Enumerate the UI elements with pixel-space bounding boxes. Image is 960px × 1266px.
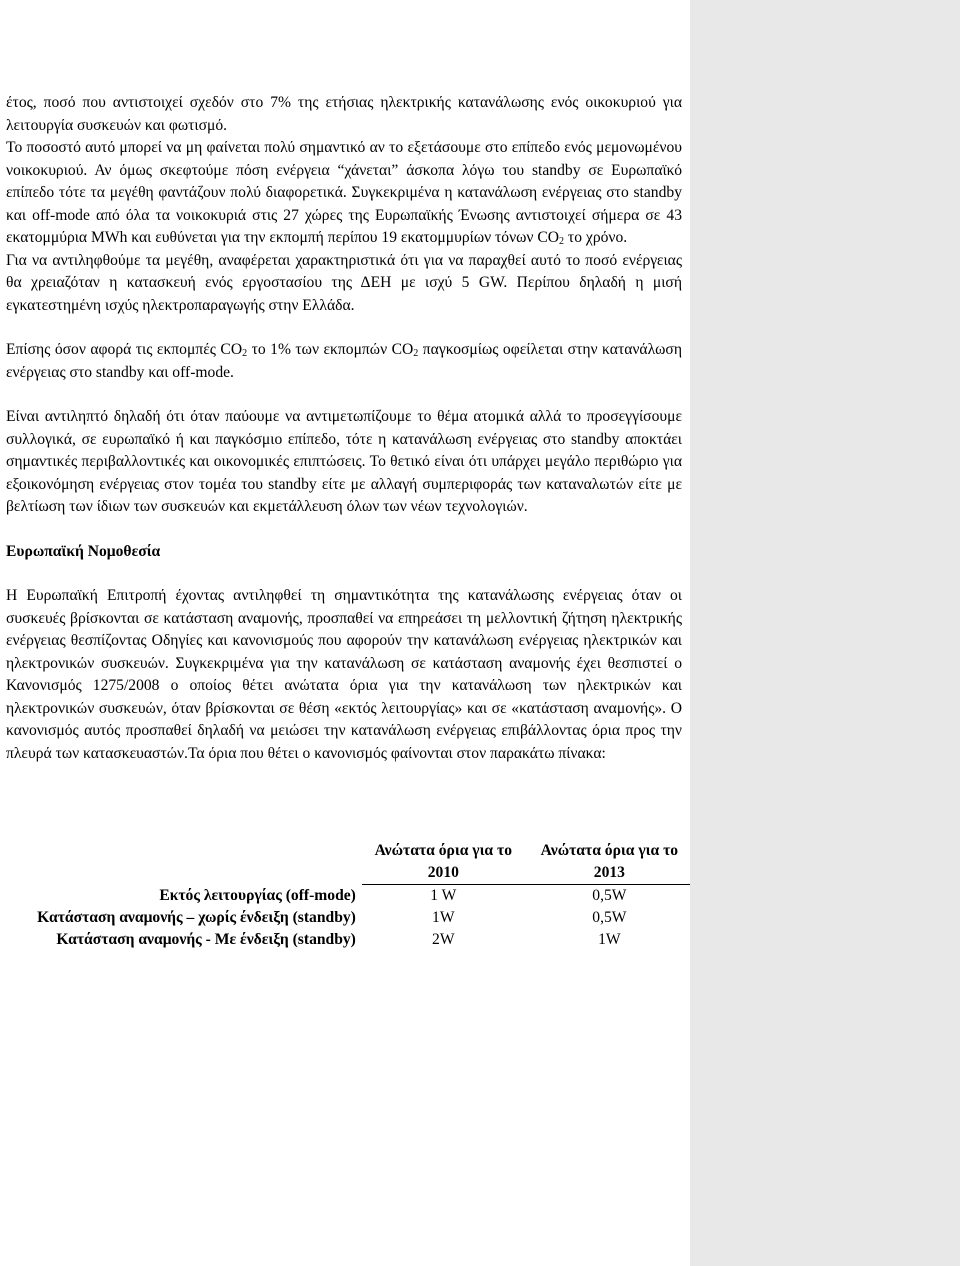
header-2013: Ανώτατα όρια για το 2013 xyxy=(525,840,694,885)
cell-2010: 2W xyxy=(432,931,455,948)
standby-limits-table xyxy=(34,840,694,951)
cell-2013: 0,5W xyxy=(592,887,627,904)
paragraph-4: Επίσης όσον αφορά τις εκπομπές $CO_2$ το 1% των εκπομπών $CO_2$ παγκοσμίως οφείλεται στην κατανάλωση ενέργειας στο standby και off-mode. xyxy=(6,341,682,381)
row-label: Κατάσταση αναμονής – χωρίς ένδειξη (standby) xyxy=(37,909,356,926)
paragraph-3: Για να αντιληφθούμε τα μεγέθη, αναφέρεται χαρακτηριστικά ότι για να παραχθεί αυτό το ποσό ενέργειας θα χρειαζόταν η κατασκευή ενός εργοστασίου της ΔΕΗ με ισχύ 5 GW. Περίπου δηλαδή η μισή εγκατεστημένη ισχύς ηλεκτροπαραγωγής στην Ελλάδα. xyxy=(6,251,682,314)
cell-2010: 1W xyxy=(432,909,455,926)
document-text xyxy=(6,92,682,765)
header-2010: Ανώτατα όρια για το 2010 xyxy=(362,840,525,885)
paragraph-5: Είναι αντιληπτό δηλαδή ότι όταν παύουμε να αντιμετωπίζουμε το θέμα ατομικά αλλά το προσεγγίσουμε συλλογικά, σε ευρωπαϊκό ή και παγκόσμιο επίπεδο, τότε η κατανάλωση ενέργειας στο standby αποκτάει σημαντικές περιβαλλοντικές και οικονομικές επιπτώσεις. Το θετικό είναι ότι υπάρχει μεγάλο περιθώριο για εξοικονόμηση ενέργειας στον τομέα του standby είτε με αλλαγή συμπεριφοράς των καταναλωτών είτε με βελτίωση των ίδιων των συσκευών και εκμετάλλευση όλων των νέων τεχνολογιών. xyxy=(6,408,682,515)
table-row xyxy=(34,929,694,951)
cell-2010: 1 W xyxy=(430,887,457,904)
table-row xyxy=(34,885,694,908)
table-row xyxy=(34,907,694,929)
paragraph-1: έτος, ποσό που αντιστοιχεί σχεδόν στο 7% της ετήσιας ηλεκτρικής κατανάλωσης ενός οικοκυριού για λειτουργία συσκευών και φωτισμό. xyxy=(6,94,682,134)
cell-2013: 0,5W xyxy=(592,909,627,926)
paragraph-2: Το ποσοστό αυτό μπορεί να μη φαίνεται πολύ σημαντικό αν το εξετάσουμε στο επίπεδο ενός μεμονωμένου νοικοκυριού. Αν όμως σκεφτούμε πόση ενέργεια “χάνεται” άσκοπα λόγω του standby σε Ευρωπαϊκό επίπεδο τότε τα μεγέθη φαντάζουν πολύ διαφορετικά. Συγκεκριμένα η κατανάλωση ενέργειας στο standby και off-mode από όλα τα νοικοκυριά στις 27 χώρες της Ευρωπαϊκής Ένωσης αντιστοιχεί σήμερα σε 43 εκατομμύρια MWh και ευθύνεται για την εκπομπή περίπου 19 εκατομμυρίων τόνων $CO_2$ το χρόνο. xyxy=(6,139,682,247)
paragraph-6: Η Ευρωπαϊκή Επιτροπή έχοντας αντιληφθεί τη σημαντικότητα της κατανάλωσης ενέργειας όταν οι συσκευές βρίσκονται σε κατάσταση αναμονής, προσπαθεί να επηρεάσει τη μελλοντική ζήτηση ηλεκτρικής ενέργειας θεσπίζοντας Οδηγίες και κανονισμούς που αφορούν την κατανάλωση ενέργειας ηλεκτρικών και ηλεκτρονικών συσκευών. Συγκεκριμένα για την κατανάλωση σε κατάσταση αναμονής έχει θεσπιστεί ο Κανονισμός 1275/2008 ο οποίος θέτει ανώτατα όρια για την κατανάλωση των ηλεκτρικών και ηλεκτρονικών συσκευών, όταν βρίσκονται σε θέση «εκτός λειτουργίας» και σε «κατάσταση αναμονής». Ο κανονισμός αυτός προσπαθεί δηλαδή να μειώσει την κατανάλωση ενέργειας επιβάλλοντας όρια προς την πλευρά των κατασκευαστών.Τα όρια που θέτει ο κανονισμός φαίνονται στον παρακάτω πίνακα: xyxy=(6,587,682,762)
row-label: Κατάσταση αναμονής - Με ένδειξη (standby) xyxy=(56,931,356,948)
row-label: Εκτός λειτουργίας (off-mode) xyxy=(159,886,356,904)
cell-2013: 1W xyxy=(598,931,621,948)
section-heading: Ευρωπαϊκή Νομοθεσία xyxy=(6,542,161,560)
comment-margin-pane xyxy=(690,0,960,1266)
table-header-row xyxy=(34,840,694,885)
